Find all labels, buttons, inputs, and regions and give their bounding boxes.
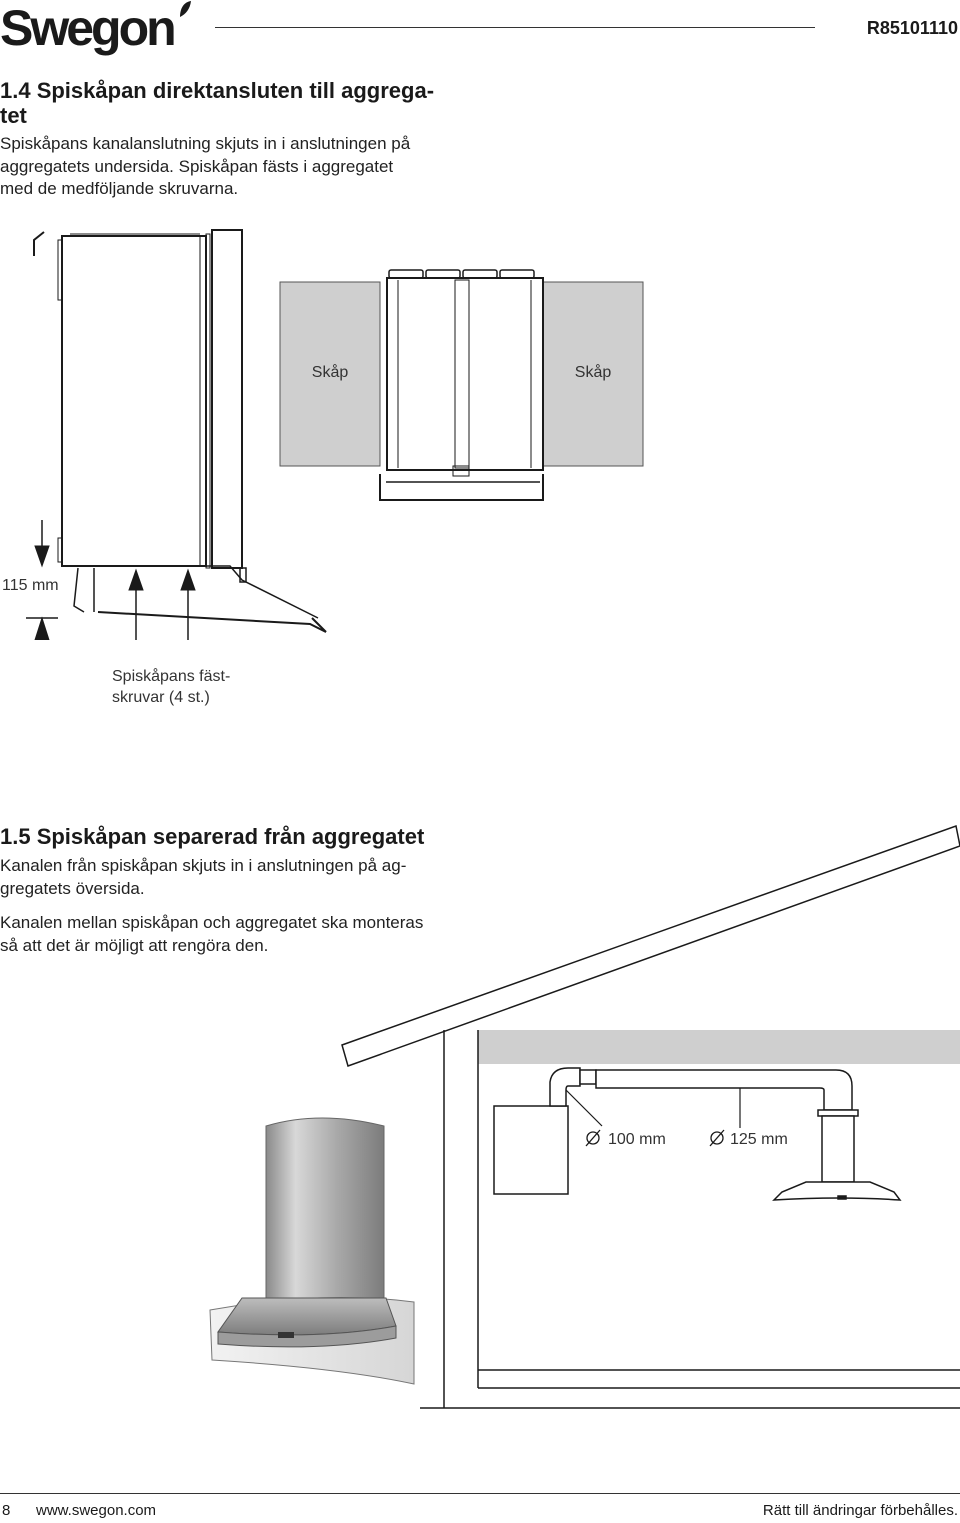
disclaimer: Rätt till ändringar förbehålles. [762,1502,958,1519]
header-rule [215,27,815,28]
section-1-5-heading: 1.5 Spiskåpan separerad från aggregatet [0,824,425,849]
footer-rule [0,1493,960,1494]
brand-name: Swegon [0,0,174,56]
ceiling-band [478,1030,960,1064]
unit-side-view [34,230,246,582]
cabinet-right-label: Skåp [574,364,612,381]
section-1-5-para1: Kanalen från spiskåpan skjuts in i anslutningen på ag- gregatets översida. [0,856,407,898]
document-number: R85101110 [866,18,958,38]
hood-side-view [74,566,326,632]
section-1-4-body: Spiskåpans kanalanslutning skjuts in i anslutningen på aggregatets undersida. Spiskåpan fästs i aggregatet med de medföljande skruvarna. [0,134,411,198]
leader-lines [566,1088,740,1128]
unit-front-view [380,270,543,500]
section-1-4-heading: 1.4 Spiskåpan direktansluten till aggrega- tet [0,78,435,128]
diameter-icon [586,1130,600,1146]
figure-direct-connection [0,220,660,640]
duct-large-label: 125 mm [730,1131,788,1148]
dimension-label: 115 mm [2,577,59,594]
hood-installed [774,1182,900,1200]
duct-small-label: 100 mm [608,1131,666,1148]
diameter-icon [710,1130,724,1146]
duct [550,1068,858,1182]
section-1-5-para2: Kanalen mellan spiskåpan och aggregatet ska monteras så att det är möjligt att rengöra den. [0,913,424,955]
brand-logo [0,0,174,56]
website-link[interactable]: www.swegon.com [36,1502,157,1519]
logo-leaf-icon [178,0,192,18]
screws-label: Spiskåpans fäst- skruvar (4 st.) [112,668,231,706]
cabinet-left-label: Skåp [311,364,349,381]
unit-box [494,1106,568,1194]
figure-separated-connection [200,820,960,1440]
hood-product-image [210,1118,414,1384]
section-1-4 [0,78,460,201]
page-number: 8 [2,1502,11,1519]
